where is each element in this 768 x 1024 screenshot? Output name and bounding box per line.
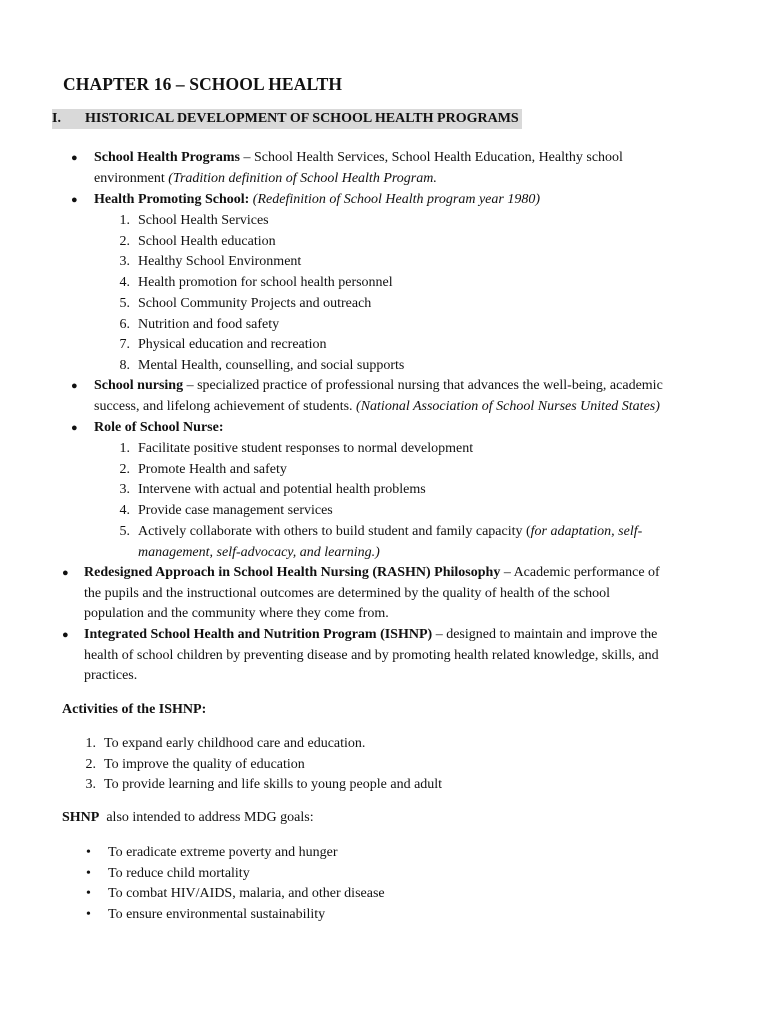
list-item: 4. Health promotion for school health personnel [119,275,393,291]
bullet-icon: ● [71,152,78,164]
bullet-icon: • [86,907,91,923]
list-item: 7. Physical education and recreation [119,337,327,353]
activities-list [76,734,442,796]
bullet-icon: ● [71,380,78,392]
list-item: 2. To improve the quality of education [85,756,305,772]
list-item: 3. To provide learning and life skills to young people and adult [85,777,443,793]
chapter-title: CHAPTER 16 – SCHOOL HEALTH [63,74,343,94]
bullet-ishnp: ● Integrated School Health and Nutrition Program (ISHNP) – designed to maintain and improve the health of school children by preventing disease and by promoting health related knowledge, skills, and practices. [62,627,659,684]
list-item: 4. Provide case management services [119,503,333,519]
bullet-icon: • [86,845,91,860]
term-role-of-school-nurse: Role of School Nurse: [94,420,224,435]
term-health-promoting-school: Health Promoting School: [94,192,250,207]
list-item: • To reduce child mortality [86,864,385,885]
mdg-goals-list [86,843,385,926]
list-item: • To combat HIV/AIDS, malaria, and other disease [86,884,385,905]
list-item: 6. Nutrition and food safety [119,316,280,332]
list-item: 8. Mental Health, counselling, and social supports [119,357,405,373]
term-rashn: Redesigned Approach in School Health Nursing (RASHN) Philosophy [84,565,501,580]
list-item: 5. School Community Projects and outreach [119,295,372,311]
bullet-school-health-programs: ● School Health Programs – School Health Services, School Health Education, Healthy school environment (Tradition definition of School Health Program. [71,150,623,186]
section-number: I. [52,111,61,126]
term-school-nursing: School nursing [94,378,184,393]
health-promoting-school-list [107,211,404,377]
section-heading [52,109,522,129]
activities-heading: Activities of the ISHNP: [62,702,207,717]
shnp-intro: SHNP also intended to address MDG goals: [62,810,314,825]
term-school-health-programs: School Health Programs [94,150,240,165]
bullet-icon: • [86,886,91,902]
text: School Health Services, School Health Education, Healthy school [253,150,623,165]
bullet-health-promoting-school: ● Health Promoting School: (Redefinition of School Health program year 1980) [71,190,540,211]
list-item: 2. Promote Health and safety [119,461,287,477]
list-item: • To ensure environmental sustainability [86,905,385,926]
bullet-icon: • [86,865,91,881]
bullet-icon: ● [62,567,69,579]
list-item-continued: management, self-advocacy, and learning.) [138,544,380,560]
bullet-school-nursing: ● School nursing – specialized practice of professional nursing that advances the well-being, academic success, and lifelong achievement of students. (National Association of School Nurses United States) [71,378,663,414]
list-item: 1. Facilitate positive student responses to normal development [119,441,474,456]
list-item: 2. School Health education [119,233,276,249]
bullet-rashn-philosophy: ● Redesigned Approach in School Health Nursing (RASHN) Philosophy – Academic performance of the pupils and the instructional outcomes are determined by the quality of health of the school population and the community where they come from. [62,565,660,622]
list-item: 1. To expand early childhood care and education. [85,736,366,751]
bullet-icon: ● [71,422,78,434]
bullet-icon: ● [71,194,78,206]
list-item: 3. Healthy School Environment [119,254,302,270]
list-item: 5. Actively collaborate with others to build student and family capacity (for adaptation, self- [119,523,643,539]
list-item: 1. School Health Services [119,213,269,228]
role-of-school-nurse-list [107,439,642,563]
section-label: HISTORICAL DEVELOPMENT OF SCHOOL HEALTH PROGRAMS [85,111,519,126]
term-shnp: SHNP [62,810,100,825]
bullet-role-of-school-nurse [71,418,224,439]
bullet-icon: ● [62,629,69,641]
list-item: • To eradicate extreme poverty and hunger [86,843,385,864]
term-ishnp: Integrated School Health and Nutrition Program (ISHNP) [84,627,433,642]
list-item: 3. Intervene with actual and potential health problems [119,482,426,498]
